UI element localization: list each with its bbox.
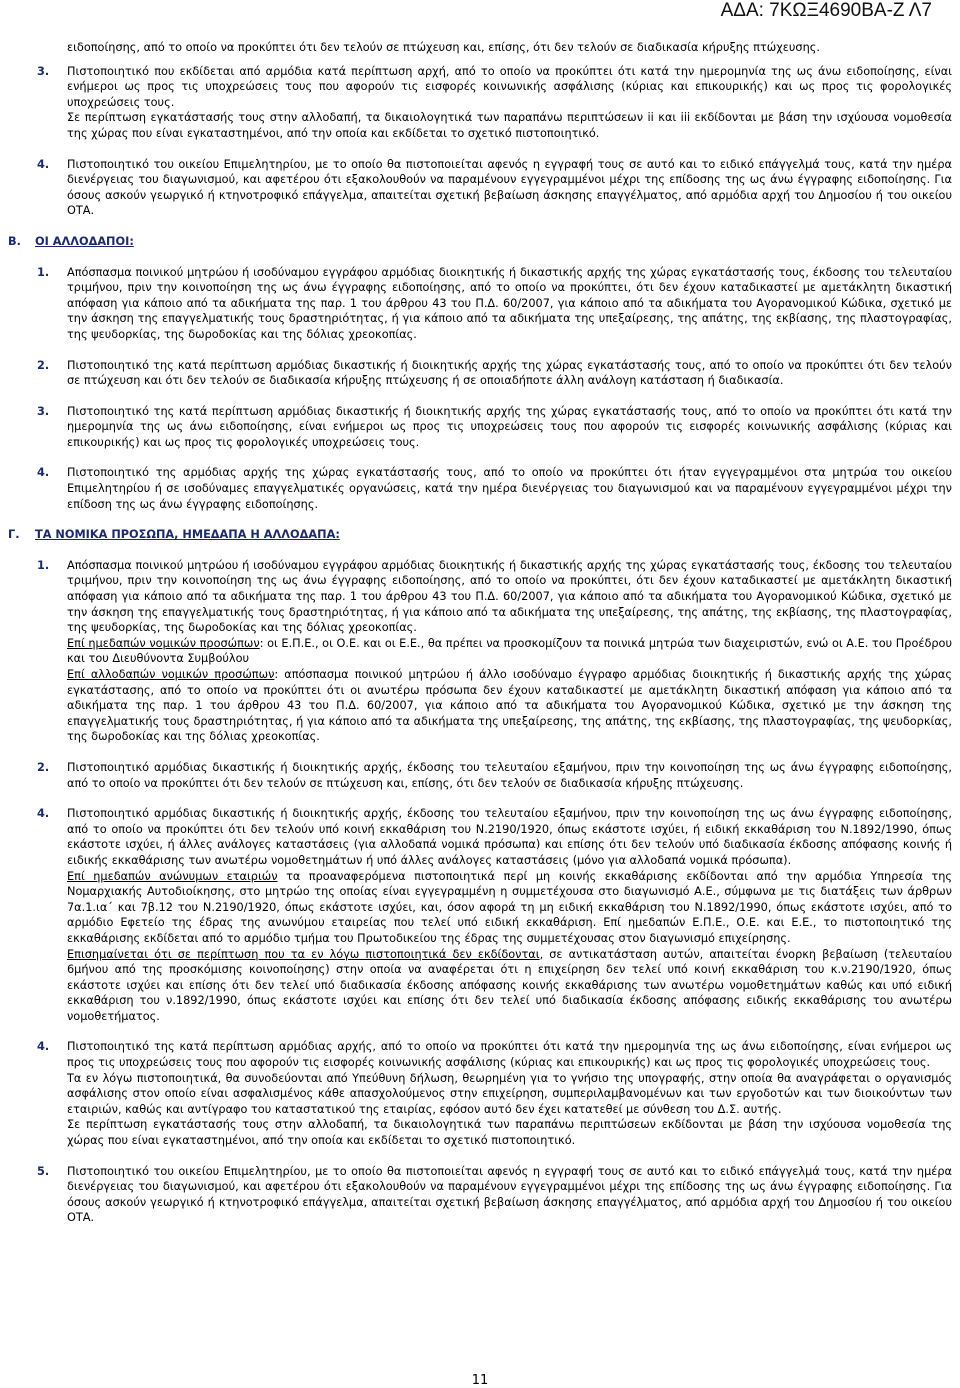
item-text: Απόσπασμα ποινικού μητρώου ή ισοδύναμου εγγράφου αρμόδιας διοικητικής ή δικαστικής αρχής της χώρας εγκατάστασής τους, έκδοσης του τελευταίου τριμήνου, πριν την κοινοποίηση της ως άνω έγγραφης ειδοποίησης, από το οποίο να προκύπτει, ότι δεν έχουν καταδικαστεί με αμετάκλητη δικαστική απόφαση για κάποιο από τα αδικήματα της παρ. 1 του άρθρου 43 του Π.Δ. 60/2007, για κάποιο από τα αδικήματα του Αγορανομικού Κώδικα, σχετικό με την άσκηση της επαγγελματικής τους δραστηριότητας, ή για κάποιο από τα αδικήματα της υπεξαίρεσης, της απάτης, της εκβίασης, της πλαστογραφίας, της ψευδορκίας, της δωροδοκίας και της δόλιας χρεοκοπίας. <box>67 265 952 341</box>
top-item-3 <box>0 64 960 142</box>
b-item-1 <box>0 265 960 343</box>
item-number: 5. <box>37 1164 50 1178</box>
item-text-3: Σε περίπτωση εγκατάστασής τους στην αλλοδαπή, τα δικαιολογητικά των παραπάνω περιπτώσεων εκδίδονται με βάση την ισχύουσα νομοθεσία της χώρας που είναι εγκαταστημένοι, από την οποία και εκδίδεται το σχετικό πιστοποιητικό. <box>67 1118 952 1148</box>
foreign-entities-text: : απόσπασμα ποινικού μητρώου ή άλλο ισοδύναμο έγγραφο αρμόδιας διοικητικής ή δικαστικής αρχής της χώρας εγκατάστασης, από το οποίο να προκύπτει ότι οι ανωτέρω πρόσωπα δεν έχουν καταδικαστεί με αμετάκλητη δικαστική απόφαση για κάποιο από τα αδικήματα της παρ. 1 του άρθρου 43 του Π.Δ. 60/2007, για κάποιο από τα αδικήματα του Αγορανομικού Κώδικα, σχετικό με την άσκηση της επαγγελματικής τους δραστηριότητας, ή για κάποιο από τα αδικήματα της υπεξαίρεσης, της απάτης, της εκβίασης, της πλαστογραφίας, της ψευδορκίας, της δωροδοκίας και της δόλιας χρεοκοπίας. <box>67 668 952 744</box>
item-number: 1. <box>37 558 50 572</box>
section-b-heading <box>0 234 960 250</box>
domestic-sa-label: Επί ημεδαπών ανώνυμων εταιριών <box>67 869 278 883</box>
item-text: Πιστοποιητικό της κατά περίπτωση αρμόδιας δικαστικής ή διοικητικής αρχής της χώρας εγκατάστασής τους, από το οποίο να προκύπτει ότι δεν τελούν σε πτώχευση και ότι δεν τελούν σε διαδικασία κήρυξης πτώχευσης ή σε οποιαδήποτε άλλη ανάλογη κατάσταση ή διαδικασία. <box>67 358 952 388</box>
section-letter: Β. <box>8 234 21 248</box>
item-number: 4. <box>37 157 50 171</box>
c-item-1 <box>0 558 960 745</box>
page-number: 11 <box>471 1373 489 1388</box>
domestic-entities-text: : οι Ε.Π.Ε., οι Ο.Ε. και οι Ε.Ε., θα πρέπει να προσκομίζουν τα ποινικά μητρώα των διαχειριστών, ενώ οι Α.Ε. του Προέδρου και του Διευθύνοντα Συμβούλου <box>67 636 952 666</box>
item-text: Πιστοποιητικό της αρμόδιας αρχής της χώρας εγκατάστασής τους, από το οποίο να προκύπτει ότι ήταν εγγεγραμμένοι στα μητρώα του οικείου Επιμελητηρίου ή σε ισοδύναμες επαγγελματικές οργανώσεις, κατά την ημέρα διενέργειας του διαγωνισμού και να παραμένουν εγγεγραμμένοι μέχρι την επίδοση της ως άνω έγγραφης ειδοποίησης. <box>67 466 952 511</box>
foreign-entities-paragraph <box>67 667 952 745</box>
item-number: 4. <box>37 807 50 821</box>
item-text: Πιστοποιητικό του οικείου Επιμελητηρίου, με το οποίο θα πιστοποιείται αφενός η εγγραφή τους σε αυτό και το ειδικό επάγγελμά τους, κατά την ημέρα διενέργειας του διαγωνισμού, και αφετέρου ότι εξακολουθούν να παραμένουν εγγεγραμμένοι μέχρι της επίδοσης της ως άνω έγγραφης ειδοποίησης. Για όσους ασκούν γεωργικό ή κτηνοτροφικό επάγγελμα, απαιτείται σχετική βεβαίωση άσκησης επαγγέλματος, από αρμόδια αρχή του Δημοσίου ή του οικείου ΟΤΑ. <box>67 157 952 218</box>
item-number: 3. <box>37 64 50 78</box>
item-number: 1. <box>37 265 50 279</box>
c-item-2 <box>0 760 960 791</box>
ada-code: ΑΔΑ: 7ΚΩΞ4690ΒΑ-Ζ Λ7 <box>720 0 932 21</box>
item-text-2: Τα εν λόγω πιστοποιητικά, θα συνοδεύονται από Υπεύθυνη δήλωση, θεωρημένη για το γνήσιο της υπογραφής, στην οποία θα αναγράφεται ο οργανισμός ασφάλισης στον οποίο είναι ασφαλισμένος κάθε απασχολούμενος στην επιχείρηση, συμπεριλαμβανομένων και των εργοδοτών και των διοικούντων των εταιριών, καθώς και αντίγραφο του καταστατικού της εταιρίας, εφόσον αυτό δεν έχει κατατεθεί με σύνθεση του Δ.Σ. αυτής. <box>67 1071 952 1116</box>
item-text: Απόσπασμα ποινικού μητρώου ή ισοδύναμου εγγράφου αρμόδιας διοικητικής ή δικαστικής αρχής της χώρας εγκατάστασής τους, έκδοσης του τελευταίου τριμήνου, πριν την κοινοποίηση της ως άνω έγγραφης ειδοποίησης, από το οποίο να προκύπτει, ότι δεν έχουν καταδικαστεί με αμετάκλητη δικαστική απόφαση για κάποιο από τα αδικήματα της παρ. 1 του άρθρου 43 του Π.Δ. 60/2007, για κάποιο από τα αδικήματα του Αγορανομικού Κώδικα, σχετικό με την άσκηση της επαγγελματικής τους δραστηριότητας, ή για κάποιο από τα αδικήματα της υπεξαίρεσης, της απάτης, της εκβίασης, της πλαστογραφίας, της ψευδορκίας, της δωροδοκίας και της δόλιας χρεοκοπίας. <box>67 558 952 635</box>
section-title: ΤΑ ΝΟΜΙΚΑ ΠΡΟΣΩΠΑ, ΗΜΕΔΑΠΑ Η ΑΛΛΟΔΑΠΑ: <box>35 528 340 542</box>
item-number: 4. <box>37 1040 50 1054</box>
intro-line: ειδοποίησης, από το οποίο να προκύπτει ότι δεν τελούν σε πτώχευση και, επίσης, ότι δεν τελούν σε διαδικασία κήρυξης πτώχευσης. <box>67 41 820 54</box>
notice-paragraph <box>67 947 952 1025</box>
item-text-2: Σε περίπτωση εγκατάστασής τους στην αλλοδαπή, τα δικαιολογητικά των παραπάνω περιπτώσεων ii και iii εκδίδονται με βάση την ισχύουσα νομοθεσία της χώρας που είναι εγκαταστημένοι, από την οποία και εκδίδεται το σχετικό πιστοποιητικό. <box>67 111 952 140</box>
section-title: ΟΙ ΑΛΛΟΔΑΠΟΙ: <box>35 234 134 248</box>
b-item-2 <box>0 358 960 389</box>
notice-text: , σε αντικατάσταση αυτών, απαιτείται ένορκη βεβαίωση (τελευταίου 6μήνου από της προσκόμισης κοινοποίησης) στην οποία να αναφέρεται ότι η επιχείρηση δεν τελεί υπό κοινή εκκαθάριση του κ.ν.2190/1920, όπως εκάστοτε ισχύει και επίσης ότι δεν τελεί υπό διαδικασία έκδοσης απόφασης κοινής εκκαθάρισης των ανωτέρω νομοθετημάτων καθώς και υπό ειδική εκκαθάριση του ν.1892/1990, όπως εκάστοτε ισχύει και επίσης ότι δεν τελεί υπό διαδικασία έκδοσης απόφασης ειδικής εκκαθάρισης του ανωτέρω νομοθετήματος. <box>67 947 952 1023</box>
item-text: Πιστοποιητικό αρμόδιας δικαστικής ή διοικητικής αρχής, έκδοσης του τελευταίου εξαμήνου, πριν την κοινοποίηση της ως άνω έγγραφης ειδοποίησης, από το οποίο να προκύπτει ότι δεν τελούν υπό κοινή εκκαθάριση του Ν.2190/1920, όπως εκάστοτε ισχύει, ή ειδική εκκαθάριση του Ν.1892/1990, όπως εκάστοτε ισχύει, ή άλλες ανάλογες καταστάσεις (για αλλοδαπά νομικά πρόσωπα) και επίσης ότι δεν τελούν υπό διαδικασία έκδοσης απόφασης κοινής ή ειδικής εκκαθάρισης των ανωτέρω νομοθετημάτων ή υπό άλλες ανάλογες καταστάσεις (μόνο για αλλοδαπά νομικά πρόσωπα). <box>67 807 952 867</box>
domestic-entities-paragraph <box>67 636 952 667</box>
c-item-5 <box>0 1164 960 1226</box>
domestic-sa-paragraph <box>67 869 952 947</box>
domestic-entities-label: Επί ημεδαπών νομικών προσώπων <box>67 636 260 650</box>
item-text: Πιστοποιητικό που εκδίδεται από αρμόδια κατά περίπτωση αρχή, από το οποίο να προκύπτει ότι κατά την ημερομηνία της ως άνω ειδοποίησης, είναι ενήμεροι ως προς τις υποχρεώσεις τους που αφορούν τις εισφορές κοινωνικής ασφάλισης (κύριας και επικουρικής) και ως προς τις φορολογικές υποχρεώσεις τους. <box>67 64 952 109</box>
b-item-3 <box>0 404 960 451</box>
document-body <box>0 40 960 1226</box>
top-item-4 <box>0 157 960 219</box>
item-text: Πιστοποιητικό της κατά περίπτωση αρμόδιας αρχής, από το οποίο να προκύπτει ότι κατά την ημερομηνία της ως άνω ειδοποίησης, είναι ενήμεροι ως προς τις υποχρεώσεις τους που αφορούν τις εισφορές κοινωνικής ασφάλισης (κύριας και επικουρικής) και ως προς τις φορολογικές υποχρεώσεις τους. <box>67 1040 952 1070</box>
item-number: 2. <box>37 358 50 372</box>
foreign-entities-label: Επί αλλοδαπών νομικών προσώπων <box>67 668 275 681</box>
b-item-4 <box>0 465 960 512</box>
item-text: Πιστοποιητικό της κατά περίπτωση αρμόδιας δικαστικής ή διοικητικής αρχής της χώρας εγκατάστασής τους, από το οποίο να προκύπτει ότι κατά την ημερομηνία της ως άνω ειδοποίησης, είναι ενήμεροι ως προς τις υποχρεώσεις τους που αφορούν τις εισφορές κοινωνικής ασφάλισης (κύριας και επικουρικής) και ως προς τις φορολογικές υποχρεώσεις τους. <box>67 404 952 449</box>
item-number: 3. <box>37 404 50 418</box>
section-letter: Γ. <box>8 528 20 542</box>
item-text: Πιστοποιητικό του οικείου Επιμελητηρίου, με το οποίο θα πιστοποιείται αφενός η εγγραφή τους σε αυτό και το ειδικό επάγγελμά τους, κατά την ημέρα διενέργειας του διαγωνισμού, και αφετέρου ότι εξακολουθούν να παραμένουν εγγεγραμμένοι μέχρι της επίδοσης της ως άνω έγγραφης ειδοποίησης. Για όσους ασκούν γεωργικό ή κτηνοτροφικό επάγγελμα, απαιτείται σχετική βεβαίωση άσκησης επαγγέλματος, από αρμόδια αρχή του Δημοσίου ή του οικείου ΟΤΑ. <box>67 1164 952 1225</box>
item-number: 4. <box>37 466 50 480</box>
section-c-heading <box>0 527 960 543</box>
domestic-sa-text: τα προαναφερόμενα πιστοποιητικά περί μη κοινής εκκαθάρισης εκδίδονται από την αρμόδια Υπηρεσία της Νομαρχιακής Αυτοδιοίκησης, στο μητρώο της οποίας είναι εγγεγραμμένη η συμμετέχουσα στο διαγωνισμό Α.Ε., σύμφωνα με τις διατάξεις των άρθρων 7α.1.ια΄ και 7β.12 του Ν.2190/1920, όπως εκάστοτε ισχύει, και, όσον αφορά τη μη ειδική εκκαθάριση του Ν.1892/1990, όπως εκάστοτε ισχύει, από το αρμόδιο Εφετείο της έδρας της ανωνύμου εταιρείας που τελεί υπό ειδική εκκαθάριση. Επί ημεδαπών Ε.Π.Ε., Ο.Ε. και Ε.Ε., το πιστοποιητικό της εκκαθάρισης εκδίδεται από το αρμόδιο τμήμα του Πρωτοδικείου της έδρας της συμμετέχουσας στον διαγωνισμό επιχείρησης. <box>67 869 952 945</box>
item-number: 2. <box>37 760 50 774</box>
c-item-4-liquidation <box>0 806 960 1024</box>
notice-label: Επισημαίνεται ότι σε περίπτωση που τα εν λόγω πιστοποιητικά δεν εκδίδονται <box>67 947 540 961</box>
c-item-4-insurance <box>0 1039 960 1148</box>
item-text: Πιστοποιητικό αρμόδιας δικαστικής ή διοικητικής αρχής, έκδοσης του τελευταίου εξαμήνου, πριν την κοινοποίηση της ως άνω έγγραφης ειδοποίησης, από το οποίο να προκύπτει ότι δεν τελούν σε πτώχευση και, επίσης, ότι δεν τελούν σε διαδικασία κήρυξης πτώχευσης. <box>67 760 952 790</box>
